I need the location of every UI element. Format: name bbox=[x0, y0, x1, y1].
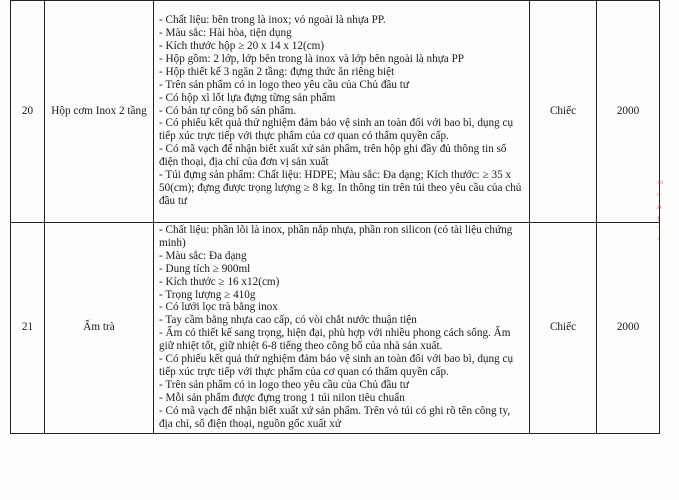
quantity-cell: 2000 bbox=[597, 1, 660, 223]
spec-line: - Hộp gồm: 2 lớp, lớp bên trong là inox và lớp bên ngoài là nhựa PP bbox=[159, 52, 465, 65]
spec-table bbox=[10, 0, 660, 434]
product-name: Ấm trà bbox=[45, 223, 154, 434]
margin-stamp-mark: ∞ ⌐ ʌ ı ˇ ʼ bbox=[657, 177, 664, 247]
spec-line: - Màu sắc: Đa dạng bbox=[159, 249, 247, 262]
spec-line: - Trên sản phẩm có in logo theo yêu cầu của Chủ đầu tư bbox=[159, 78, 409, 91]
product-name: Hộp cơm Inox 2 tầng bbox=[45, 1, 154, 223]
spec-line: - Tay cầm bằng nhựa cao cấp, có vòi chắt nước thuận tiện bbox=[159, 314, 417, 327]
row-number: 21 bbox=[11, 223, 45, 434]
row-number: 20 bbox=[11, 1, 45, 223]
spec-line: - Có mã vạch để nhận biết xuất xứ sản phẩm, trên hộp ghi đầy đủ thông tin số điện thoại, địa chỉ của đơn vị sản xuất bbox=[159, 143, 507, 169]
spec-line: - Có phiếu kết quả thử nghiệm đảm bảo vệ sinh an toàn đối với bao bì, dụng cụ tiếp xúc trực tiếp với thực phẩm của cơ quan có thẩm quyền cấp. bbox=[159, 117, 514, 143]
product-spec bbox=[154, 223, 530, 434]
spec-line: - Chất liệu: phần lõi là inox, phần nắp nhựa, phần ron silicon (có tài liệu chứng minh) bbox=[159, 224, 513, 249]
table-row bbox=[11, 1, 660, 223]
table-row bbox=[11, 223, 660, 434]
spec-line: - Màu sắc: Hài hòa, tiện dụng bbox=[159, 27, 292, 40]
spec-line: - Mỗi sản phẩm được đựng trong 1 túi nilon tiêu chuẩn bbox=[159, 391, 405, 404]
spec-line: - Trọng lượng ≥ 410g bbox=[159, 288, 256, 301]
spec-line: - Có lưới lọc trà bằng inox bbox=[159, 301, 278, 314]
spec-line: - Hộp thiết kế 3 ngăn 2 tầng: đựng thức ăn riêng biệt bbox=[159, 65, 395, 78]
spec-line: - Có bản tự công bố sản phẩm. bbox=[159, 104, 297, 117]
spec-line: - Ấm có thiết kế sang trọng, hiện đại, phù hợp với nhiều phong cách sống. Ấm giữ nhiệt tốt, giữ nhiệt 6-8 tiếng theo công bố của nhà sản xuất. bbox=[159, 327, 511, 353]
unit-cell: Chiếc bbox=[530, 223, 597, 434]
spec-line: - Kích thước ≥ 16 x12(cm) bbox=[159, 275, 280, 288]
spec-line: - Túi đựng sản phẩm: Chất liệu: HDPE; Màu sắc: Đa dạng; Kích thước: ≥ 35 x 50(cm); đựng được trọng lượng ≥ 8 kg. In thông tin trên túi theo yêu cầu của chủ đầu tư bbox=[159, 169, 522, 207]
quantity-cell: 2000 bbox=[597, 223, 660, 434]
spec-line: - Chất liệu: bên trong là inox; vỏ ngoài là nhựa PP. bbox=[159, 14, 386, 27]
spec-line: - Có hộp xì lốt lựa đựng từng sản phẩm bbox=[159, 91, 336, 104]
spec-line: - Trên sản phẩm có in logo theo yêu cầu của Chủ đầu tư bbox=[159, 378, 409, 391]
unit-cell: Chiếc bbox=[530, 1, 597, 223]
spec-line: - Kích thước hộp ≥ 20 x 14 x 12(cm) bbox=[159, 40, 325, 53]
product-spec bbox=[154, 1, 530, 223]
spec-line: - Có phiếu kết quả thử nghiệm đảm bảo vệ sinh an toàn đối với bao bì, dụng cụ tiếp xúc trực tiếp với thực phẩm của cơ quan có thẩm quyền cấp. bbox=[159, 353, 514, 378]
spec-line: - Dung tích ≥ 900ml bbox=[159, 262, 251, 275]
spec-line: - Có mã vạch để nhận biết xuất xứ sản phẩm. Trên vỏ túi có ghi rõ tên công ty, địa chỉ, số điện thoại, nguồn gốc xuất xứ bbox=[159, 404, 511, 430]
